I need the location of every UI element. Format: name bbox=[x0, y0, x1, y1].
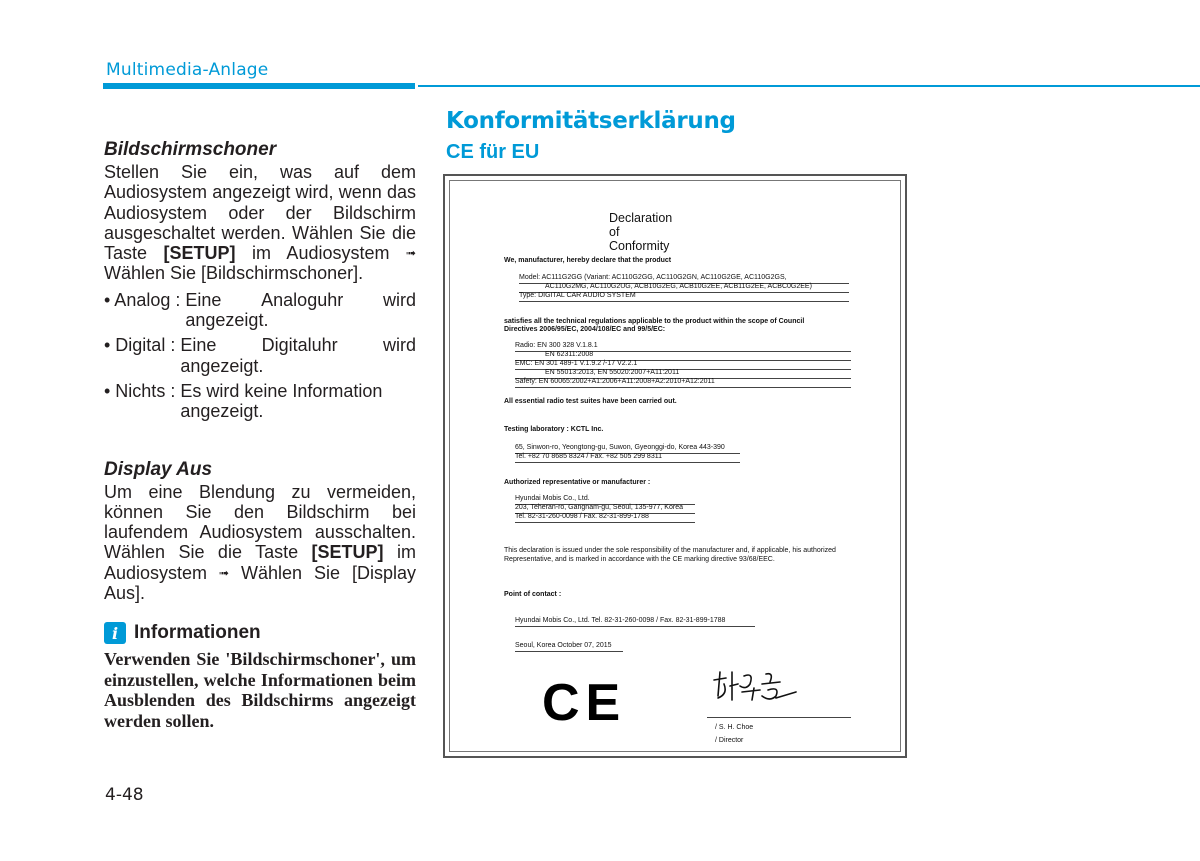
header-title: Multimedia-Anlage bbox=[106, 60, 269, 80]
setup-key-label: [SETUP] bbox=[163, 243, 236, 264]
rep-address: 203, Teheran-ro, Gangnam-gu, Seoul, 135-977, Korea bbox=[515, 504, 683, 511]
radio-standard-2: EN 62311:2008 bbox=[545, 351, 594, 358]
satisfies-line-1: satisfies all the technical regulations applicable to the product within the scope of Council bbox=[504, 318, 805, 325]
info-title: Informationen bbox=[134, 622, 261, 644]
option-label: • Analog : bbox=[104, 289, 186, 310]
certificate-inner-border bbox=[449, 180, 901, 752]
ce-mark: CE bbox=[542, 674, 627, 732]
rep-name: Hyundai Mobis Co., Ltd. bbox=[515, 495, 590, 502]
option-label: • Digital : bbox=[104, 335, 181, 356]
model-line-2: AC110G2MG, AC110G2UG, ACB10G2EG, ACB10G2EE, ACB11G2EE, ACBC0G2EE) bbox=[545, 283, 812, 290]
option-analog bbox=[104, 290, 416, 331]
option-label: • Nichts : bbox=[104, 380, 181, 401]
product-type: Type: DIGITAL CAR AUDIO SYSTEM bbox=[519, 292, 636, 299]
lab-address: 65, Sinwon-ro, Yeongtong-gu, Suwon, Gyeonggi-do, Korea 443-390 bbox=[515, 444, 725, 451]
emc-standard-1: EMC: EN 301 489-1 V.1.9.2 /-17 V2.2.1 bbox=[515, 360, 638, 367]
declaration-line-2: Representative, and is marked in accordance with the CE marking directive 93/68/EEC. bbox=[504, 556, 775, 563]
section-title: Konformitätserklärung bbox=[446, 108, 736, 134]
setup-key-label: [SETUP] bbox=[311, 542, 384, 563]
section-subtitle: CE für EU bbox=[446, 141, 540, 163]
screensaver-options bbox=[104, 290, 416, 422]
rep-title: Authorized representative or manufacturer : bbox=[504, 479, 651, 486]
signature bbox=[710, 666, 800, 706]
left-column bbox=[104, 138, 416, 731]
safety-standard: Safety: EN 60065:2002+A1:2006+A11:2008+A2:2010+A12:2011 bbox=[515, 378, 715, 385]
option-word: Eine bbox=[185, 289, 222, 310]
option-word: Eine bbox=[180, 335, 217, 356]
option-digital bbox=[104, 335, 416, 376]
option-word: wird bbox=[382, 289, 416, 310]
arrow-icon: ➟ bbox=[219, 565, 230, 580]
certificate-image bbox=[443, 174, 907, 758]
radio-tests-statement: All essential radio test suites have been carried out. bbox=[504, 398, 677, 405]
arrow-icon: ➟ bbox=[405, 246, 417, 261]
option-desc-line1: Es wird keine Information bbox=[180, 380, 383, 401]
display-off-title: Display Aus bbox=[104, 458, 213, 480]
screensaver-text-1: Stellen Sie ein, was auf dem Audiosystem angezeigt wird, wenn das Audiosystem oder der Bildschirm ausgeschaltet werden. Wählen Sie die Taste bbox=[104, 162, 416, 264]
signer-name: / S. H. Choe bbox=[715, 724, 754, 731]
emc-standard-2: EN 55013:2013, EN 55020:2007+A11:2011 bbox=[545, 369, 680, 376]
info-icon: i bbox=[104, 622, 126, 644]
display-off-text-3: Wählen Sie [Display Aus]. bbox=[104, 562, 416, 604]
lab-phone: Tel. +82 70 8685 8324 / Fax. +82 505 299 8311 bbox=[515, 453, 662, 460]
radio-standard-1: Radio: EN 300 328 V.1.8.1 bbox=[515, 342, 598, 349]
display-off-text-1: Um eine Blendung zu vermeiden, können Sie den Bildschirm bei laufendem Audiosystem ausschalten. Wählen Sie die Taste bbox=[104, 481, 416, 563]
option-word: Analoguhr bbox=[261, 289, 344, 310]
screensaver-text-3: Wählen Sie [Bildschirmschoner]. bbox=[104, 263, 364, 284]
display-off-text-2: im Audiosystem bbox=[104, 542, 416, 583]
lab-title: Testing laboratory : KCTL Inc. bbox=[504, 426, 604, 433]
contact-title: Point of contact : bbox=[504, 591, 562, 598]
option-word: wird bbox=[382, 335, 416, 356]
screensaver-title: Bildschirmschoner bbox=[104, 139, 277, 160]
model-line-1: Model: AC111G2GG (Variant: AC110G2GG, AC110G2GN, AC110G2GE, AC110G2GS, bbox=[519, 274, 787, 281]
info-header bbox=[104, 622, 416, 644]
option-desc-line2: angezeigt. bbox=[180, 401, 264, 422]
satisfies-line-2: Directives 2006/95/EC, 2004/108/EC and 99/5/EC: bbox=[504, 326, 666, 333]
signer-title: / Director bbox=[715, 737, 744, 744]
screensaver-text-2: im Audiosystem bbox=[235, 243, 406, 264]
header-rule-thick bbox=[103, 83, 415, 89]
option-none bbox=[104, 381, 416, 422]
option-word: Digitaluhr bbox=[261, 335, 338, 356]
display-off-text bbox=[104, 482, 416, 604]
option-desc-line2: angezeigt. bbox=[185, 310, 269, 331]
info-text: Verwenden Sie 'Bildschirmschoner', um einzustellen, welche Informationen beim Ausblenden des Bildschirms angezeigt werden sollen. bbox=[104, 649, 416, 731]
contact-line: Hyundai Mobis Co., Ltd. Tel. 82-31-260-0098 / Fax. 82-31-899-1788 bbox=[515, 617, 726, 624]
option-desc-line2: angezeigt. bbox=[180, 355, 264, 376]
screensaver-text bbox=[104, 162, 416, 284]
declaration-line-1: This declaration is issued under the sole responsibility of the manufacturer and, if applicable, his authorized bbox=[504, 547, 836, 554]
certificate-title: Declaration of Conformity bbox=[609, 211, 673, 253]
rep-phone: Tel. 82-31-260-0098 / Fax. 82-31-899-1788 bbox=[515, 513, 649, 520]
manufacturer-declaration: We, manufacturer, hereby declare that the product bbox=[504, 257, 672, 264]
page-number: 4-48 bbox=[105, 785, 144, 805]
header-rule-thin bbox=[418, 85, 1200, 87]
place-date: Seoul, Korea October 07, 2015 bbox=[515, 642, 612, 649]
